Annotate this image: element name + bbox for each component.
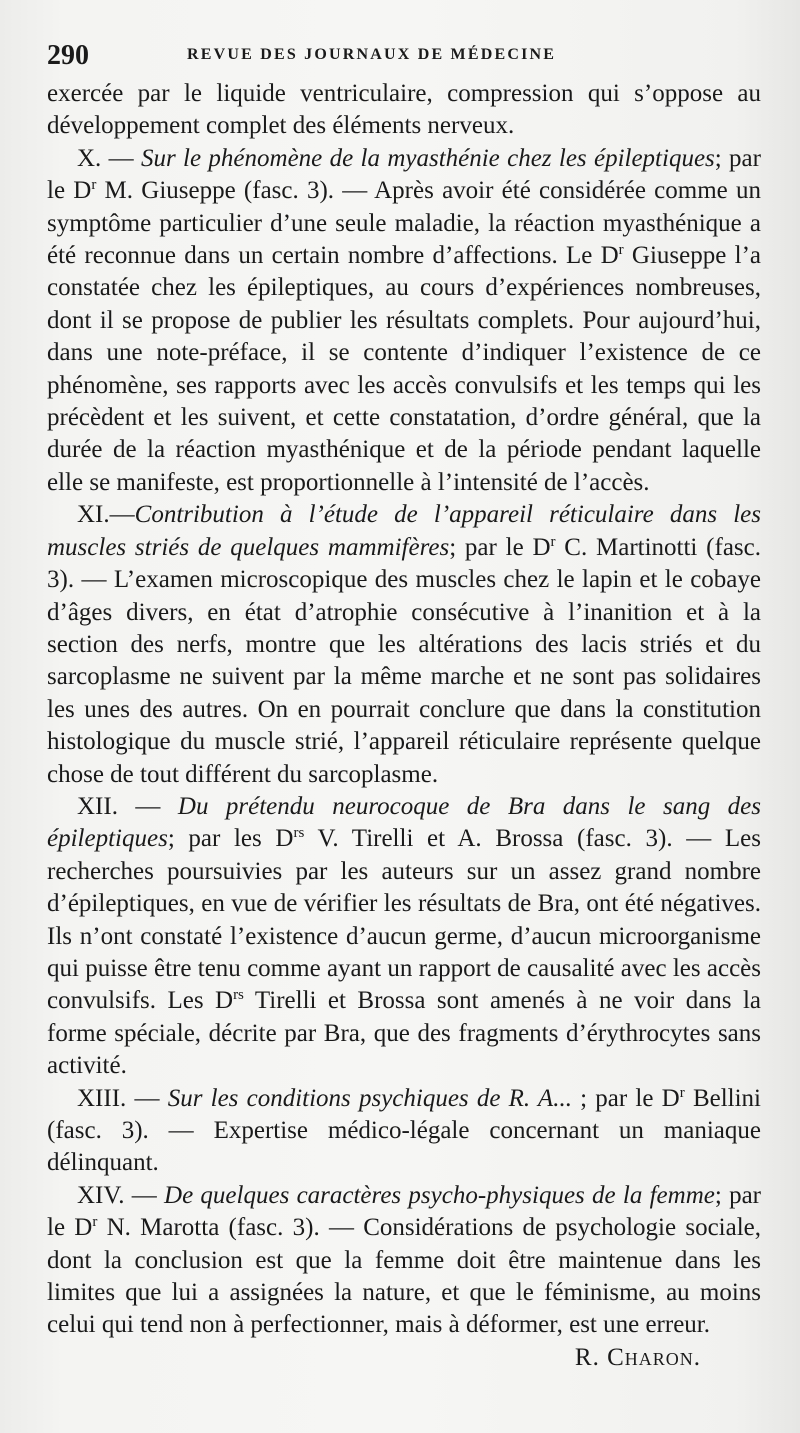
author-prefix: ; par le D	[47, 1181, 761, 1242]
item-title: Sur le phénomène de la myasthénie chez les épileptiques	[140, 144, 715, 172]
page-header	[47, 40, 760, 74]
paragraph-continuation: exercée par le liquide ventriculaire, compression qui s’oppose au développement complet des éléments nerveux.	[47, 80, 761, 140]
author-citation: N. Marotta (fasc. 3). —	[97, 1214, 354, 1242]
author-citation: M. Giuseppe (fasc. 3). —	[96, 177, 368, 205]
review-item-xiii: XIII. — Sur les conditions psychiques de R. A... ; par le $D^r$ Bellini (fasc. 3). — Expertise médico-légale concernant un maniaque délinquant.	[47, 1084, 761, 1177]
title-superscript: r	[679, 1084, 685, 1101]
title-superscript: r	[91, 177, 97, 194]
title-superscript: r	[618, 242, 624, 259]
item-title: Contribution à l’étude de l’appareil réticulaire dans les muscles striés de quelques mammifères	[47, 501, 761, 561]
author-prefix: ; par le D	[47, 144, 761, 205]
item-number: XIV.	[77, 1181, 125, 1209]
author-prefix: ; par le D	[449, 533, 551, 561]
author-signature: R. Charon.	[574, 1343, 701, 1371]
author-citation: Bellini (fasc. 3). —	[47, 1084, 761, 1144]
article-body	[47, 78, 761, 1374]
item-text: Giuseppe l’a constatée chez les épileptiques, au cours d’expériences nombreuses, dont il se propose de publier les résultats complets. Pour aujourd’hui, dans une note-préface, il se contente d’indiquer l’existence de ce phénomène, ses rapports avec les accès convulsifs et les temps qui les précèdent et les suivent, et cette constatation, d’ordre général, que la durée de la réaction myasthénique et de la période pendant laquelle elle se manifeste, est proportionnelle à l’intensité de l’accès.	[47, 242, 761, 496]
title-superscript: r	[92, 1214, 98, 1231]
item-text: Après avoir été considérée comme un symptôme particulier d’une seule maladie, la réaction myasthénique a été reconnue dans un certain nombre d’affections. Le D	[47, 177, 761, 270]
item-title: Du prétendu neurocoque de Bra dans le sang des épileptiques	[47, 792, 761, 853]
title-superscript: r	[550, 533, 556, 550]
item-number: XII.	[77, 792, 118, 820]
item-title: Sur les conditions psychiques de R. A...	[167, 1084, 572, 1112]
running-title: REVUE DES JOURNAUX DE MÉDECINE	[187, 46, 557, 63]
item-title: De quelques caractères psycho-physiques de la femme	[164, 1181, 715, 1209]
review-item-xii: XII. — Du prétendu neurocoque de Bra dans le sang des épileptiques; par les $D^{rs}$ V. Tirelli et A. Brossa (fasc. 3). — Les recherches poursuivies par les auteurs sur un assez grand nombre d’épileptiques, en vue de vérifier les résultats de Bra, ont été négatives. Ils n’ont constaté l’existence d’aucun germe, d’aucun microorganisme qui puisse être tenu comme ayant un rapport de causalité avec les accès convulsifs. Les $D^{rs}$ Tirelli et Brossa sont amenés à ne voir dans la forme spéciale, décrite par Bra, que des fragments d’érythrocytes sans activité.	[47, 792, 762, 1080]
item-text: Tirelli et Brossa sont amenés à ne voir dans la forme spéciale, décrite par Bra, que des fragments d’érythrocytes sans activité.	[47, 987, 762, 1080]
item-text: Expertise médico-légale concernant un maniaque délinquant.	[47, 1117, 761, 1177]
item-text: L’examen microscopique des muscles chez le lapin et le cobaye d’âges divers, en état d’atrophie consécutive à l’inanition et à la section des nerfs, montre que les altérations des lacis striés et du sarcoplasme ne suivent par la même marche et ne sont pas solidaires les unes des autres. On en pourrait conclure que dans la constitution histologique du muscle strié, l’appareil réticulaire représente quelque chose de tout différent du sarcoplasme.	[47, 566, 761, 788]
item-number: XIII.	[77, 1084, 127, 1112]
page-number: 290	[47, 40, 89, 71]
item-number: XI.	[77, 501, 110, 529]
title-superscript: rs	[293, 825, 305, 842]
author-prefix: ; par les D	[167, 825, 294, 853]
item-text: Considérations de psychologie sociale, dont la conclusion est que la femme doit être maintenue dans les limites que lui a assignées la nature, et que le féminisme, au moins celui qui tend non à perfectionner, mais à déformer, est une erreur.	[47, 1214, 762, 1339]
author-citation: C. Martinotti (fasc. 3). —	[47, 533, 761, 594]
review-item-xiv: XIV. — De quelques caractères psycho-physiques de la femme; par le $D^r$ N. Marotta (fasc. 3). — Considérations de psychologie sociale, dont la conclusion est que la femme doit être maintenue dans les limites que lui a assignées la nature, et que le féminisme, au moins celui qui tend non à perfectionner, mais à déformer, est une erreur. R. Charon.	[47, 1180, 761, 1342]
item-text: Les recherches poursuivies par les auteurs sur un assez grand nombre d’épileptiques, en vue de vérifier les résultats de Bra, ont été négatives. Ils n’ont constaté l’existence d’aucun germe, d’aucun microorganisme qui puisse être tenu comme ayant un rapport de causalité avec les accès convulsifs. Les D	[47, 825, 761, 1015]
title-superscript: rs	[233, 987, 244, 1004]
author-citation: V. Tirelli et A. Brossa (fasc. 3). —	[304, 825, 712, 853]
review-item-xi: XI.—Contribution à l’étude de l’appareil réticulaire dans les muscles striés de quelques mammifères; par le $D^r$ C. Martinotti (fasc. 3). — L’examen microscopique des muscles chez le lapin et le cobaye d’âges divers, en état d’atrophie consécutive à l’inanition et à la section des nerfs, montre que les altérations des lacis striés et du sarcoplasme ne suivent par la même marche et ne sont pas solidaires les unes des autres. On en pourrait conclure que dans la constitution histologique du muscle strié, l’appareil réticulaire représente quelque chose de tout différent du sarcoplasme.	[47, 501, 761, 788]
author-prefix: ; par le D	[571, 1084, 680, 1112]
review-item-x: X. — Sur le phénomène de la myasthénie chez les épileptiques; par le $D^r$ M. Giuseppe (fasc. 3). — Après avoir été considérée comme un symptôme particulier d’une seule maladie, la réaction myasthénique a été reconnue dans un certain nombre d’affections. Le $D^r$ Giuseppe l’a constatée chez les épileptiques, au cours d’expériences nombreuses, dont il se propose de publier les résultats complets. Pour aujourd’hui, dans une note-préface, il se contente d’indiquer l’existence de ce phénomène, ses rapports avec les accès convulsifs et les temps qui les précèdent et les suivent, et cette constatation, d’ordre général, que la durée de la réaction myasthénique et de la période pendant laquelle elle se manifeste, est proportionnelle à l’intensité de l’accès.	[47, 144, 761, 496]
item-number: X.	[77, 144, 102, 172]
